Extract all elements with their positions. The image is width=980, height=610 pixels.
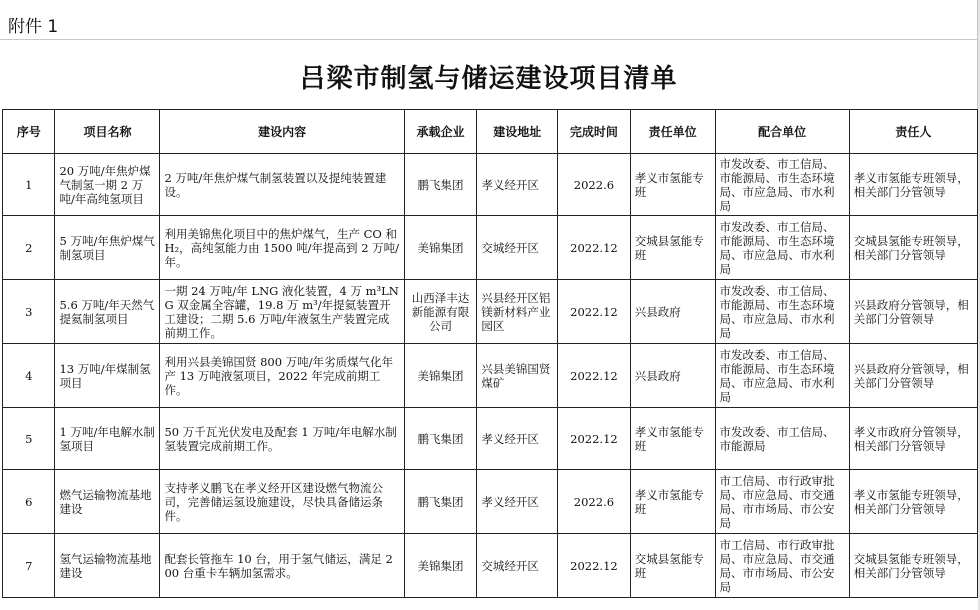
- cell-project-name: 5 万吨/年焦炉煤气制氢项目: [55, 216, 160, 280]
- page-title: 吕梁市制氢与储运建设项目清单: [299, 64, 678, 94]
- cell-responsible-unit: 兴县政府: [630, 344, 715, 408]
- cell-index: 3: [3, 280, 55, 344]
- project-table: [2, 109, 978, 598]
- cell-address: 孝义经开区: [477, 470, 558, 534]
- cell-address: 孝义经开区: [477, 154, 558, 216]
- header-responsible-unit: 责任单位: [630, 110, 715, 154]
- header-address: 建设地址: [477, 110, 558, 154]
- cell-project-name: 13 万吨/年煤制氢项目: [55, 344, 160, 408]
- table-row: [3, 470, 978, 534]
- cell-content: 一期 24 万吨/年 LNG 液化装置，4 万 m³LNG 双金属全容罐，19.8 万 m³/年提氦装置开工建设；二期 5.6 万吨/年液氢生产装置完成前期工作。: [160, 280, 404, 344]
- cell-completion: 2022.12: [558, 344, 631, 408]
- cell-responsible-person: 孝义市氢能专班领导，相关部门分管领导: [849, 470, 977, 534]
- cell-responsible-unit: 孝义市氢能专班: [630, 408, 715, 470]
- header-responsible-person: 责任人: [849, 110, 977, 154]
- header-index: 序号: [3, 110, 55, 154]
- cell-enterprise: 鹏飞集团: [404, 470, 477, 534]
- cell-cooperating-units: 市工信局、市行政审批局、市应急局、市交通局、市市场局、市公安局: [715, 470, 849, 534]
- table-row: [3, 534, 978, 598]
- cell-responsible-person: 交城县氢能专班领导，相关部门分管领导: [849, 534, 977, 598]
- header-enterprise: 承载企业: [404, 110, 477, 154]
- table-row: [3, 344, 978, 408]
- cell-address: 交城经开区: [477, 534, 558, 598]
- cell-index: 1: [3, 154, 55, 216]
- cell-completion: 2022.12: [558, 408, 631, 470]
- attachment-label: 附件 1: [8, 17, 59, 37]
- cell-project-name: 1 万吨/年电解水制氢项目: [55, 408, 160, 470]
- cell-completion: 2022.6: [558, 470, 631, 534]
- cell-responsible-unit: 交城县氢能专班: [630, 216, 715, 280]
- cell-address: 孝义经开区: [477, 408, 558, 470]
- cell-index: 5: [3, 408, 55, 470]
- cell-address: 交城经开区: [477, 216, 558, 280]
- cell-completion: 2022.12: [558, 216, 631, 280]
- cell-content: 配套长管拖车 10 台，用于氢气储运，满足 200 台重卡车辆加氢需求。: [160, 534, 404, 598]
- cell-completion: 2022.12: [558, 280, 631, 344]
- cell-address: 兴县经开区铝镁新材料产业园区: [477, 280, 558, 344]
- cell-project-name: 5.6 万吨/年天然气提氦制氢项目: [55, 280, 160, 344]
- cell-cooperating-units: 市发改委、市工信局、市能源局、市生态环境局、市应急局、市水利局: [715, 216, 849, 280]
- cell-content: 50 万千瓦光伏发电及配套 1 万吨/年电解水制氢装置完成前期工作。: [160, 408, 404, 470]
- cell-address: 兴县美锦国贤煤矿: [477, 344, 558, 408]
- cell-completion: 2022.6: [558, 154, 631, 216]
- table-header-row: [3, 110, 978, 154]
- table-row: [3, 216, 978, 280]
- cell-content: 支持孝义鹏飞在孝义经开区建设燃气物流公司，完善储运氢设施建设，尽快具备储运条件。: [160, 470, 404, 534]
- cell-content: 2 万吨/年焦炉煤气制氢装置以及提纯装置建设。: [160, 154, 404, 216]
- cell-project-name: 20 万吨/年焦炉煤气制氢一期 2 万吨/年高纯氢项目: [55, 154, 160, 216]
- header-completion: 完成时间: [558, 110, 631, 154]
- cell-cooperating-units: 市发改委、市工信局、市能源局、市生态环境局、市应急局、市水利局: [715, 154, 849, 216]
- table-row: [3, 280, 978, 344]
- cell-index: 6: [3, 470, 55, 534]
- cell-index: 4: [3, 344, 55, 408]
- cell-responsible-person: 孝义市氢能专班领导，相关部门分管领导: [849, 154, 977, 216]
- cell-enterprise: 鹏飞集团: [404, 408, 477, 470]
- attachment-header: [0, 0, 978, 40]
- cell-cooperating-units: 市工信局、市行政审批局、市应急局、市交通局、市市场局、市公安局: [715, 534, 849, 598]
- cell-responsible-person: 兴县政府分管领导，相关部门分管领导: [849, 344, 977, 408]
- table-row: [3, 154, 978, 216]
- table-row: [3, 408, 978, 470]
- cell-responsible-unit: 兴县政府: [630, 280, 715, 344]
- cell-enterprise: 山西泽丰达新能源有限公司: [404, 280, 477, 344]
- header-content: 建设内容: [160, 110, 404, 154]
- cell-responsible-unit: 孝义市氢能专班: [630, 470, 715, 534]
- cell-cooperating-units: 市发改委、市工信局、市能源局: [715, 408, 849, 470]
- header-cooperating-units: 配合单位: [715, 110, 849, 154]
- cell-responsible-unit: 孝义市氢能专班: [630, 154, 715, 216]
- cell-responsible-unit: 交城县氢能专班: [630, 534, 715, 598]
- cell-index: 2: [3, 216, 55, 280]
- cell-enterprise: 美锦集团: [404, 344, 477, 408]
- cell-enterprise: 鹏飞集团: [404, 154, 477, 216]
- cell-project-name: 氢气运输物流基地建设: [55, 534, 160, 598]
- cell-responsible-person: 兴县政府分管领导，相关部门分管领导: [849, 280, 977, 344]
- title-row: [0, 40, 978, 110]
- cell-enterprise: 美锦集团: [404, 216, 477, 280]
- cell-enterprise: 美锦集团: [404, 534, 477, 598]
- header-project-name: 项目名称: [55, 110, 160, 154]
- cell-content: 利用美锦焦化项目中的焦炉煤气，生产 CO 和 H₂，高纯氢能力由 1500 吨/年提高到 2 万吨/年。: [160, 216, 404, 280]
- cell-cooperating-units: 市发改委、市工信局、市能源局、市生态环境局、市应急局、市水利局: [715, 344, 849, 408]
- cell-content: 利用兴县美锦国贤 800 万吨/年劣质煤气化年产 13 万吨液氢项目，2022 年完成前期工作。: [160, 344, 404, 408]
- cell-project-name: 燃气运输物流基地建设: [55, 470, 160, 534]
- cell-responsible-person: 交城县氢能专班领导，相关部门分管领导: [849, 216, 977, 280]
- cell-index: 7: [3, 534, 55, 598]
- cell-completion: 2022.12: [558, 534, 631, 598]
- cell-cooperating-units: 市发改委、市工信局、市能源局、市生态环境局、市应急局、市水利局: [715, 280, 849, 344]
- cell-responsible-person: 孝义市政府分管领导，相关部门分管领导: [849, 408, 977, 470]
